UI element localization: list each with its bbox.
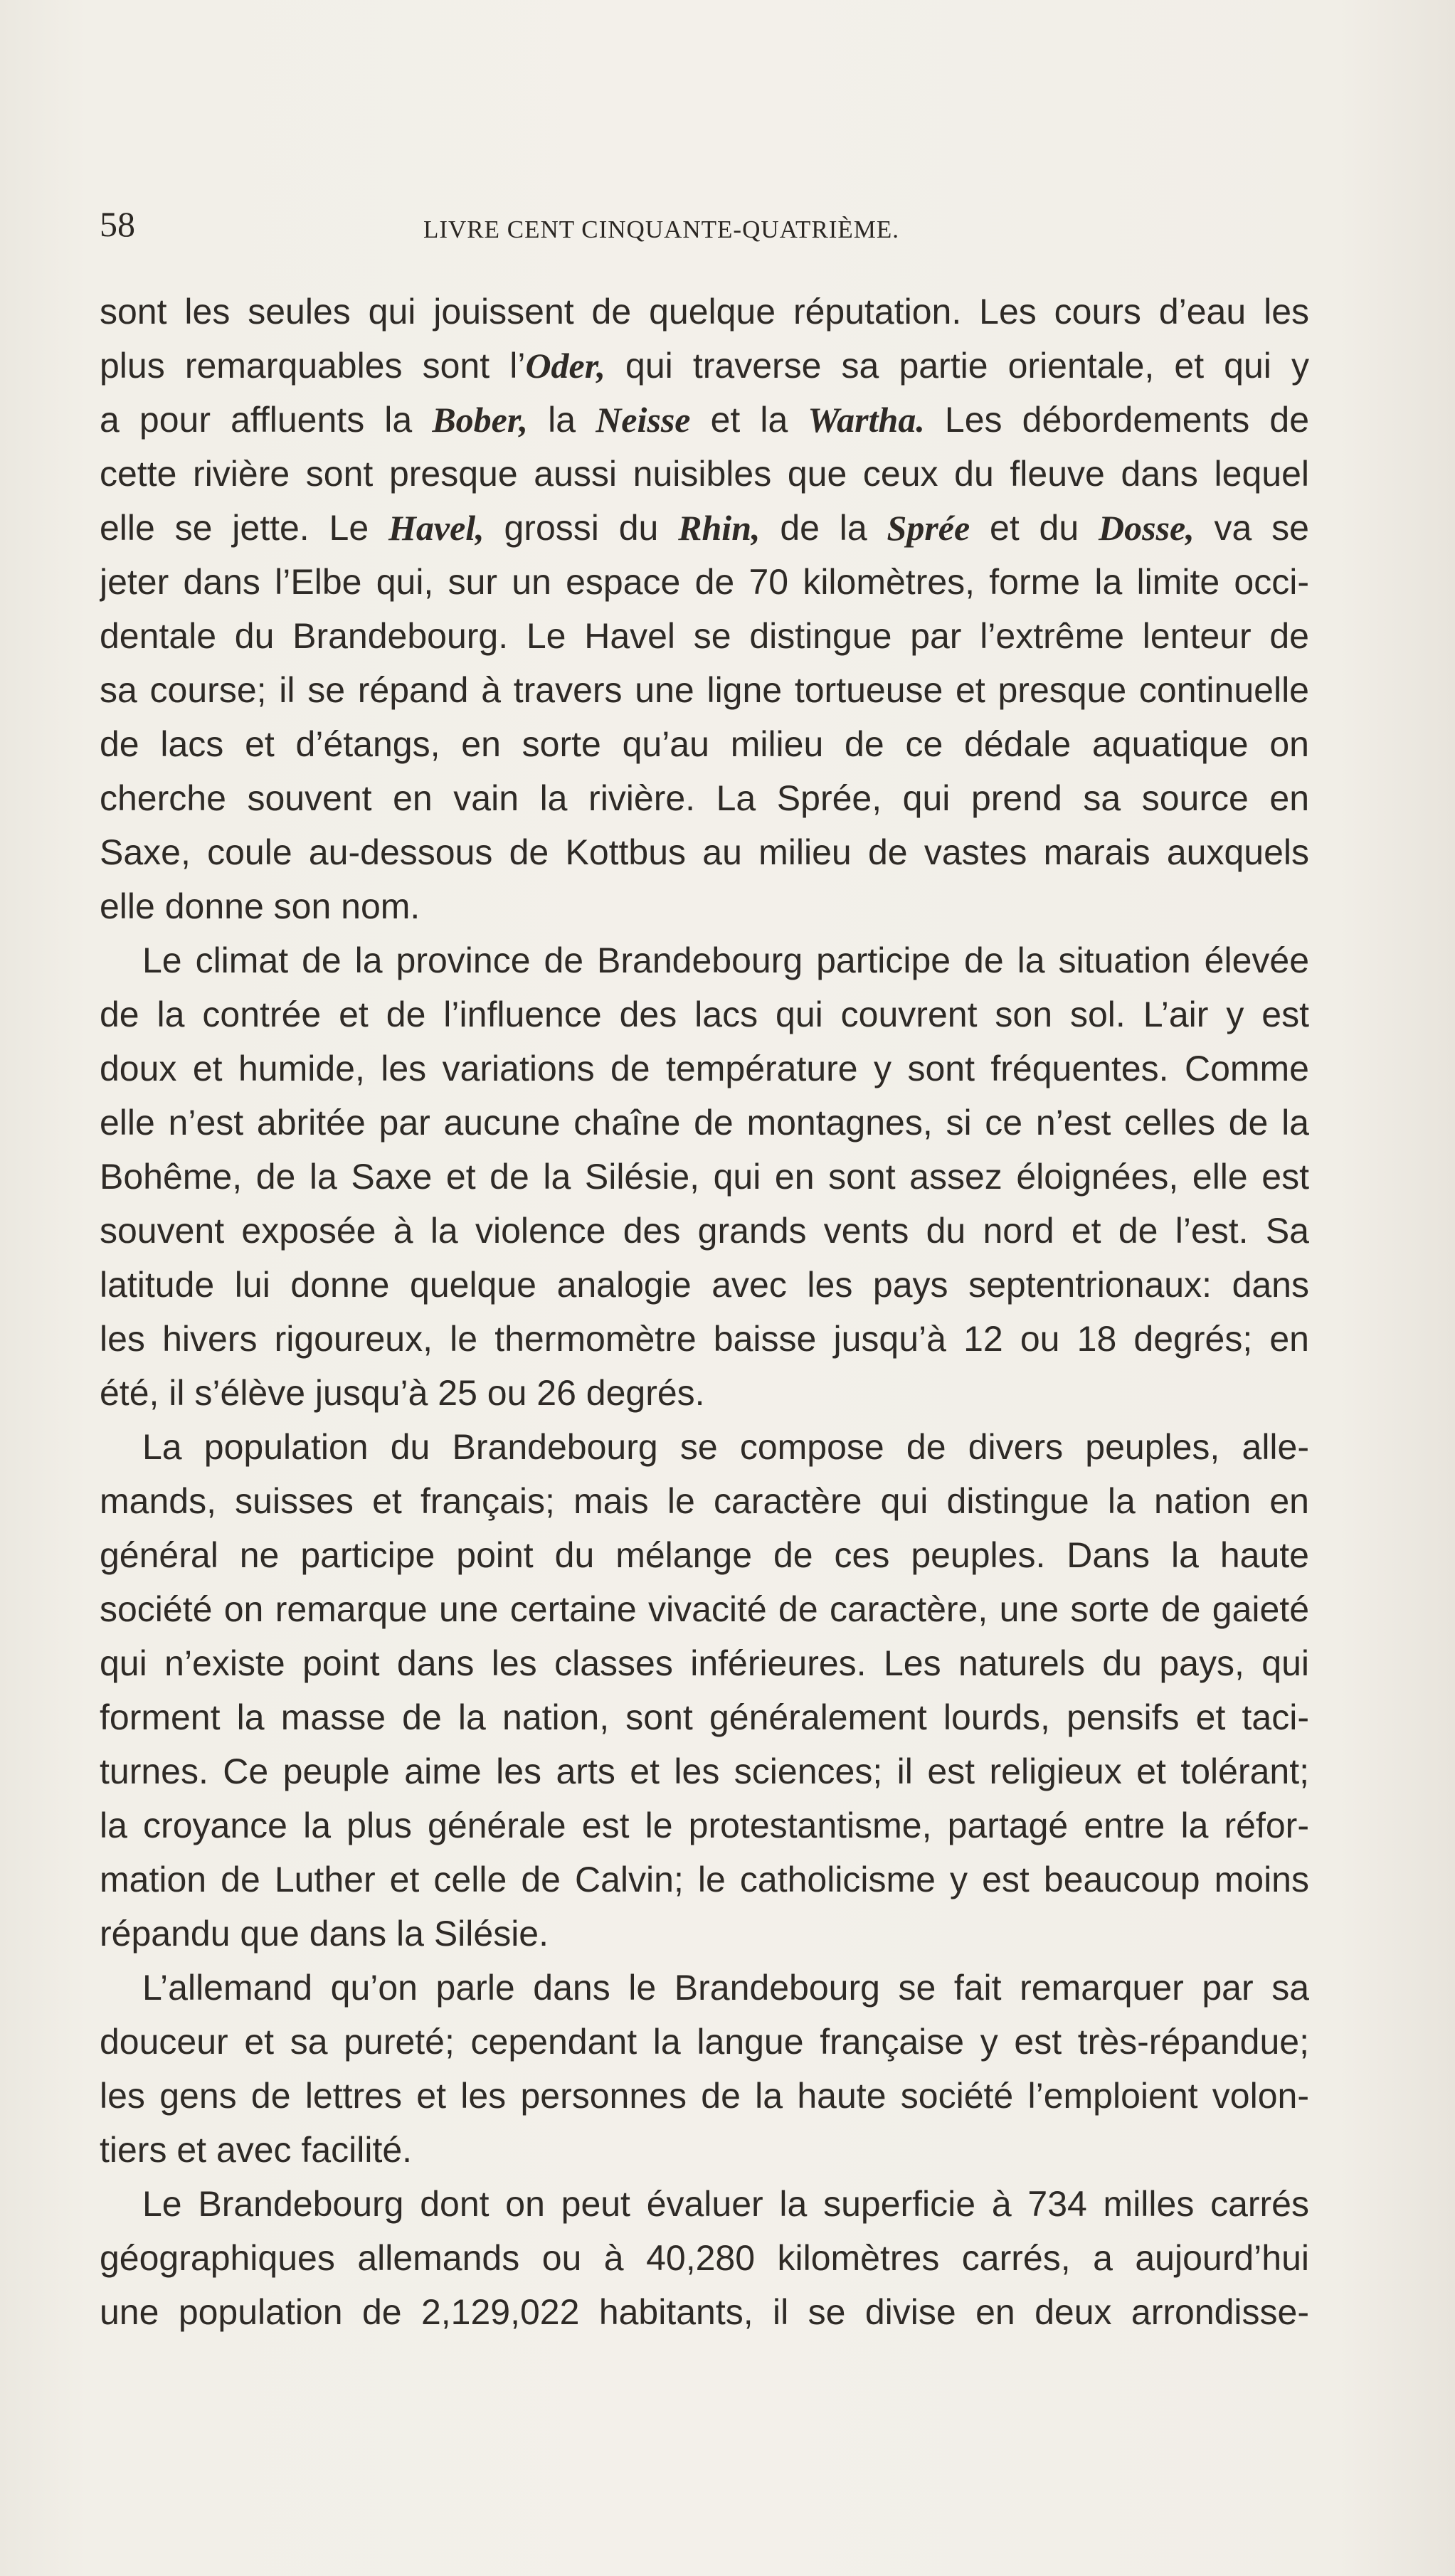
text-run: les gens de lettres et les personnes de la haute société l’emploient volon- xyxy=(100,2076,1309,2116)
text-line xyxy=(100,393,1309,447)
text-run: été, il s’élève jusqu’à 25 ou 26 degrés. xyxy=(100,1373,705,1413)
text-run: Le climat de la province de Brandebourg participe de la situation élevée xyxy=(142,940,1309,980)
text-run: tiers et avec facilité. xyxy=(100,2130,413,2170)
italic-place-name: Rhin, xyxy=(678,508,761,548)
text-line xyxy=(100,1744,1309,1798)
text-run: elle donne son nom. xyxy=(100,886,420,926)
text-line xyxy=(100,1150,1309,1204)
text-line xyxy=(100,555,1309,609)
text-run: de la contrée et de l’influence des lacs qui couvrent son sol. L’air y est xyxy=(100,995,1309,1034)
text-line xyxy=(100,1420,1309,1474)
text-line xyxy=(100,1204,1309,1258)
italic-place-name: Wartha. xyxy=(808,400,925,440)
text-line xyxy=(100,2123,1309,2177)
text-run: une population de 2,129,022 habitants, il se divise en deux arrondisse- xyxy=(100,2292,1309,2332)
text-run: mation de Luther et celle de Calvin; le catholicisme y est beaucoup moins xyxy=(100,1860,1309,1899)
text-line xyxy=(100,717,1309,771)
text-line xyxy=(100,447,1309,501)
text-run: société on remarque une certaine vivacité de caractère, une sorte de gaieté xyxy=(100,1589,1309,1629)
text-line xyxy=(100,1366,1309,1420)
text-line xyxy=(100,1474,1309,1528)
text-run: va se xyxy=(1194,508,1309,548)
text-line xyxy=(100,879,1309,933)
text-line xyxy=(100,2177,1309,2231)
text-run: de lacs et d’étangs, en sorte qu’au milieu de ce dédale aquatique on xyxy=(100,724,1309,764)
text-run: elle se jette. Le xyxy=(100,508,388,548)
italic-place-name: Dosse, xyxy=(1099,508,1195,548)
text-run: a pour affluents la xyxy=(100,400,433,440)
text-run: la croyance la plus générale est le protestantisme, partagé entre la réfor- xyxy=(100,1806,1309,1845)
text-run: dentale du Brandebourg. Le Havel se distingue par l’extrême lenteur de xyxy=(100,616,1309,656)
text-run: Bohême, de la Saxe et de la Silésie, qui en sont assez éloignées, elle est xyxy=(100,1157,1309,1197)
text-run: géographiques allemands ou à 40,280 kilomètres carrés, a aujourd’hui xyxy=(100,2238,1309,2278)
text-line xyxy=(100,1636,1309,1690)
text-run: forment la masse de la nation, sont généralement lourds, pensifs et taci- xyxy=(100,1697,1309,1737)
text-run: doux et humide, les variations de température y sont fréquentes. Comme xyxy=(100,1049,1309,1088)
text-run: la xyxy=(528,400,596,440)
text-line xyxy=(100,1528,1309,1582)
text-line xyxy=(100,285,1309,339)
italic-place-name: Oder, xyxy=(525,346,605,386)
text-run: Saxe, coule au-dessous de Kottbus au milieu de vastes marais auxquels xyxy=(100,832,1309,872)
text-line xyxy=(100,1096,1309,1150)
italic-place-name: Bober, xyxy=(432,400,529,440)
text-run: grossi du xyxy=(484,508,679,548)
text-line xyxy=(100,933,1309,987)
text-line xyxy=(100,609,1309,663)
text-run: La population du Brandebourg se compose de divers peuples, alle- xyxy=(142,1427,1309,1467)
text-run: elle n’est abritée par aucune chaîne de montagnes, si ce n’est celles de la xyxy=(100,1103,1309,1143)
text-run: souvent exposée à la violence des grands vents du nord et de l’est. Sa xyxy=(100,1211,1309,1251)
italic-place-name: Sprée xyxy=(887,508,970,548)
text-line xyxy=(100,1798,1309,1853)
text-line xyxy=(100,2015,1309,2069)
text-line xyxy=(100,1582,1309,1636)
text-run: sa course; il se répand à travers une ligne tortueuse et presque continuelle xyxy=(100,670,1309,710)
text-run: les hivers rigoureux, le thermomètre baisse jusqu’à 12 ou 18 degrés; en xyxy=(100,1319,1309,1359)
text-line xyxy=(100,1312,1309,1366)
text-run: sont les seules qui jouissent de quelque réputation. Les cours d’eau les xyxy=(100,292,1309,332)
text-run: Les débordements de xyxy=(924,400,1309,440)
text-line xyxy=(100,987,1309,1041)
italic-place-name: Havel, xyxy=(388,508,485,548)
text-line xyxy=(100,1041,1309,1096)
text-line xyxy=(100,2231,1309,2285)
italic-place-name: Neisse xyxy=(596,400,691,440)
text-line xyxy=(100,825,1309,879)
text-line xyxy=(100,663,1309,717)
text-run: qui traverse sa partie orientale, et qui y xyxy=(605,346,1309,386)
page-number: 58 xyxy=(100,204,135,244)
text-run: cherche souvent en vain la rivière. La Sprée, qui prend sa source en xyxy=(100,778,1309,818)
text-run: de la xyxy=(760,508,887,548)
text-run: turnes. Ce peuple aime les arts et les sciences; il est religieux et tolérant; xyxy=(100,1751,1309,1791)
text-run: cette rivière sont presque aussi nuisibles que ceux du fleuve dans lequel xyxy=(100,454,1309,494)
text-run: général ne participe point du mélange de ces peuples. Dans la haute xyxy=(100,1535,1309,1575)
text-run: et du xyxy=(970,508,1099,548)
text-run: plus remarquables sont l’ xyxy=(100,346,526,386)
text-line xyxy=(100,501,1309,555)
text-run: jeter dans l’Elbe qui, sur un espace de 70 kilomètres, forme la limite occi- xyxy=(100,562,1309,602)
text-line xyxy=(100,339,1309,393)
text-run: répandu que dans la Silésie. xyxy=(100,1914,549,1954)
text-line xyxy=(100,1853,1309,1907)
text-run: Le Brandebourg dont on peut évaluer la superficie à 734 milles carrés xyxy=(142,2184,1309,2224)
text-line xyxy=(100,1258,1309,1312)
text-run: qui n’existe point dans les classes inférieures. Les naturels du pays, qui xyxy=(100,1643,1309,1683)
page-header xyxy=(100,203,1309,260)
text-run: douceur et sa pureté; cependant la langue française y est très-répandue; xyxy=(100,2022,1309,2062)
text-line xyxy=(100,1690,1309,1744)
text-line xyxy=(100,1961,1309,2015)
running-head: LIVRE CENT CINQUANTE-QUATRIÈME. xyxy=(423,216,900,243)
text-run: L’allemand qu’on parle dans le Brandebourg se fait remarquer par sa xyxy=(142,1968,1309,2008)
text-run: latitude lui donne quelque analogie avec les pays septentrionaux: dans xyxy=(100,1265,1309,1305)
text-line xyxy=(100,2285,1309,2339)
text-line xyxy=(100,2069,1309,2123)
text-run: mands, suisses et français; mais le caractère qui distingue la nation en xyxy=(100,1481,1309,1521)
body-text xyxy=(100,285,1309,2339)
text-line xyxy=(100,771,1309,825)
text-run: et la xyxy=(690,400,808,440)
text-line xyxy=(100,1907,1309,1961)
